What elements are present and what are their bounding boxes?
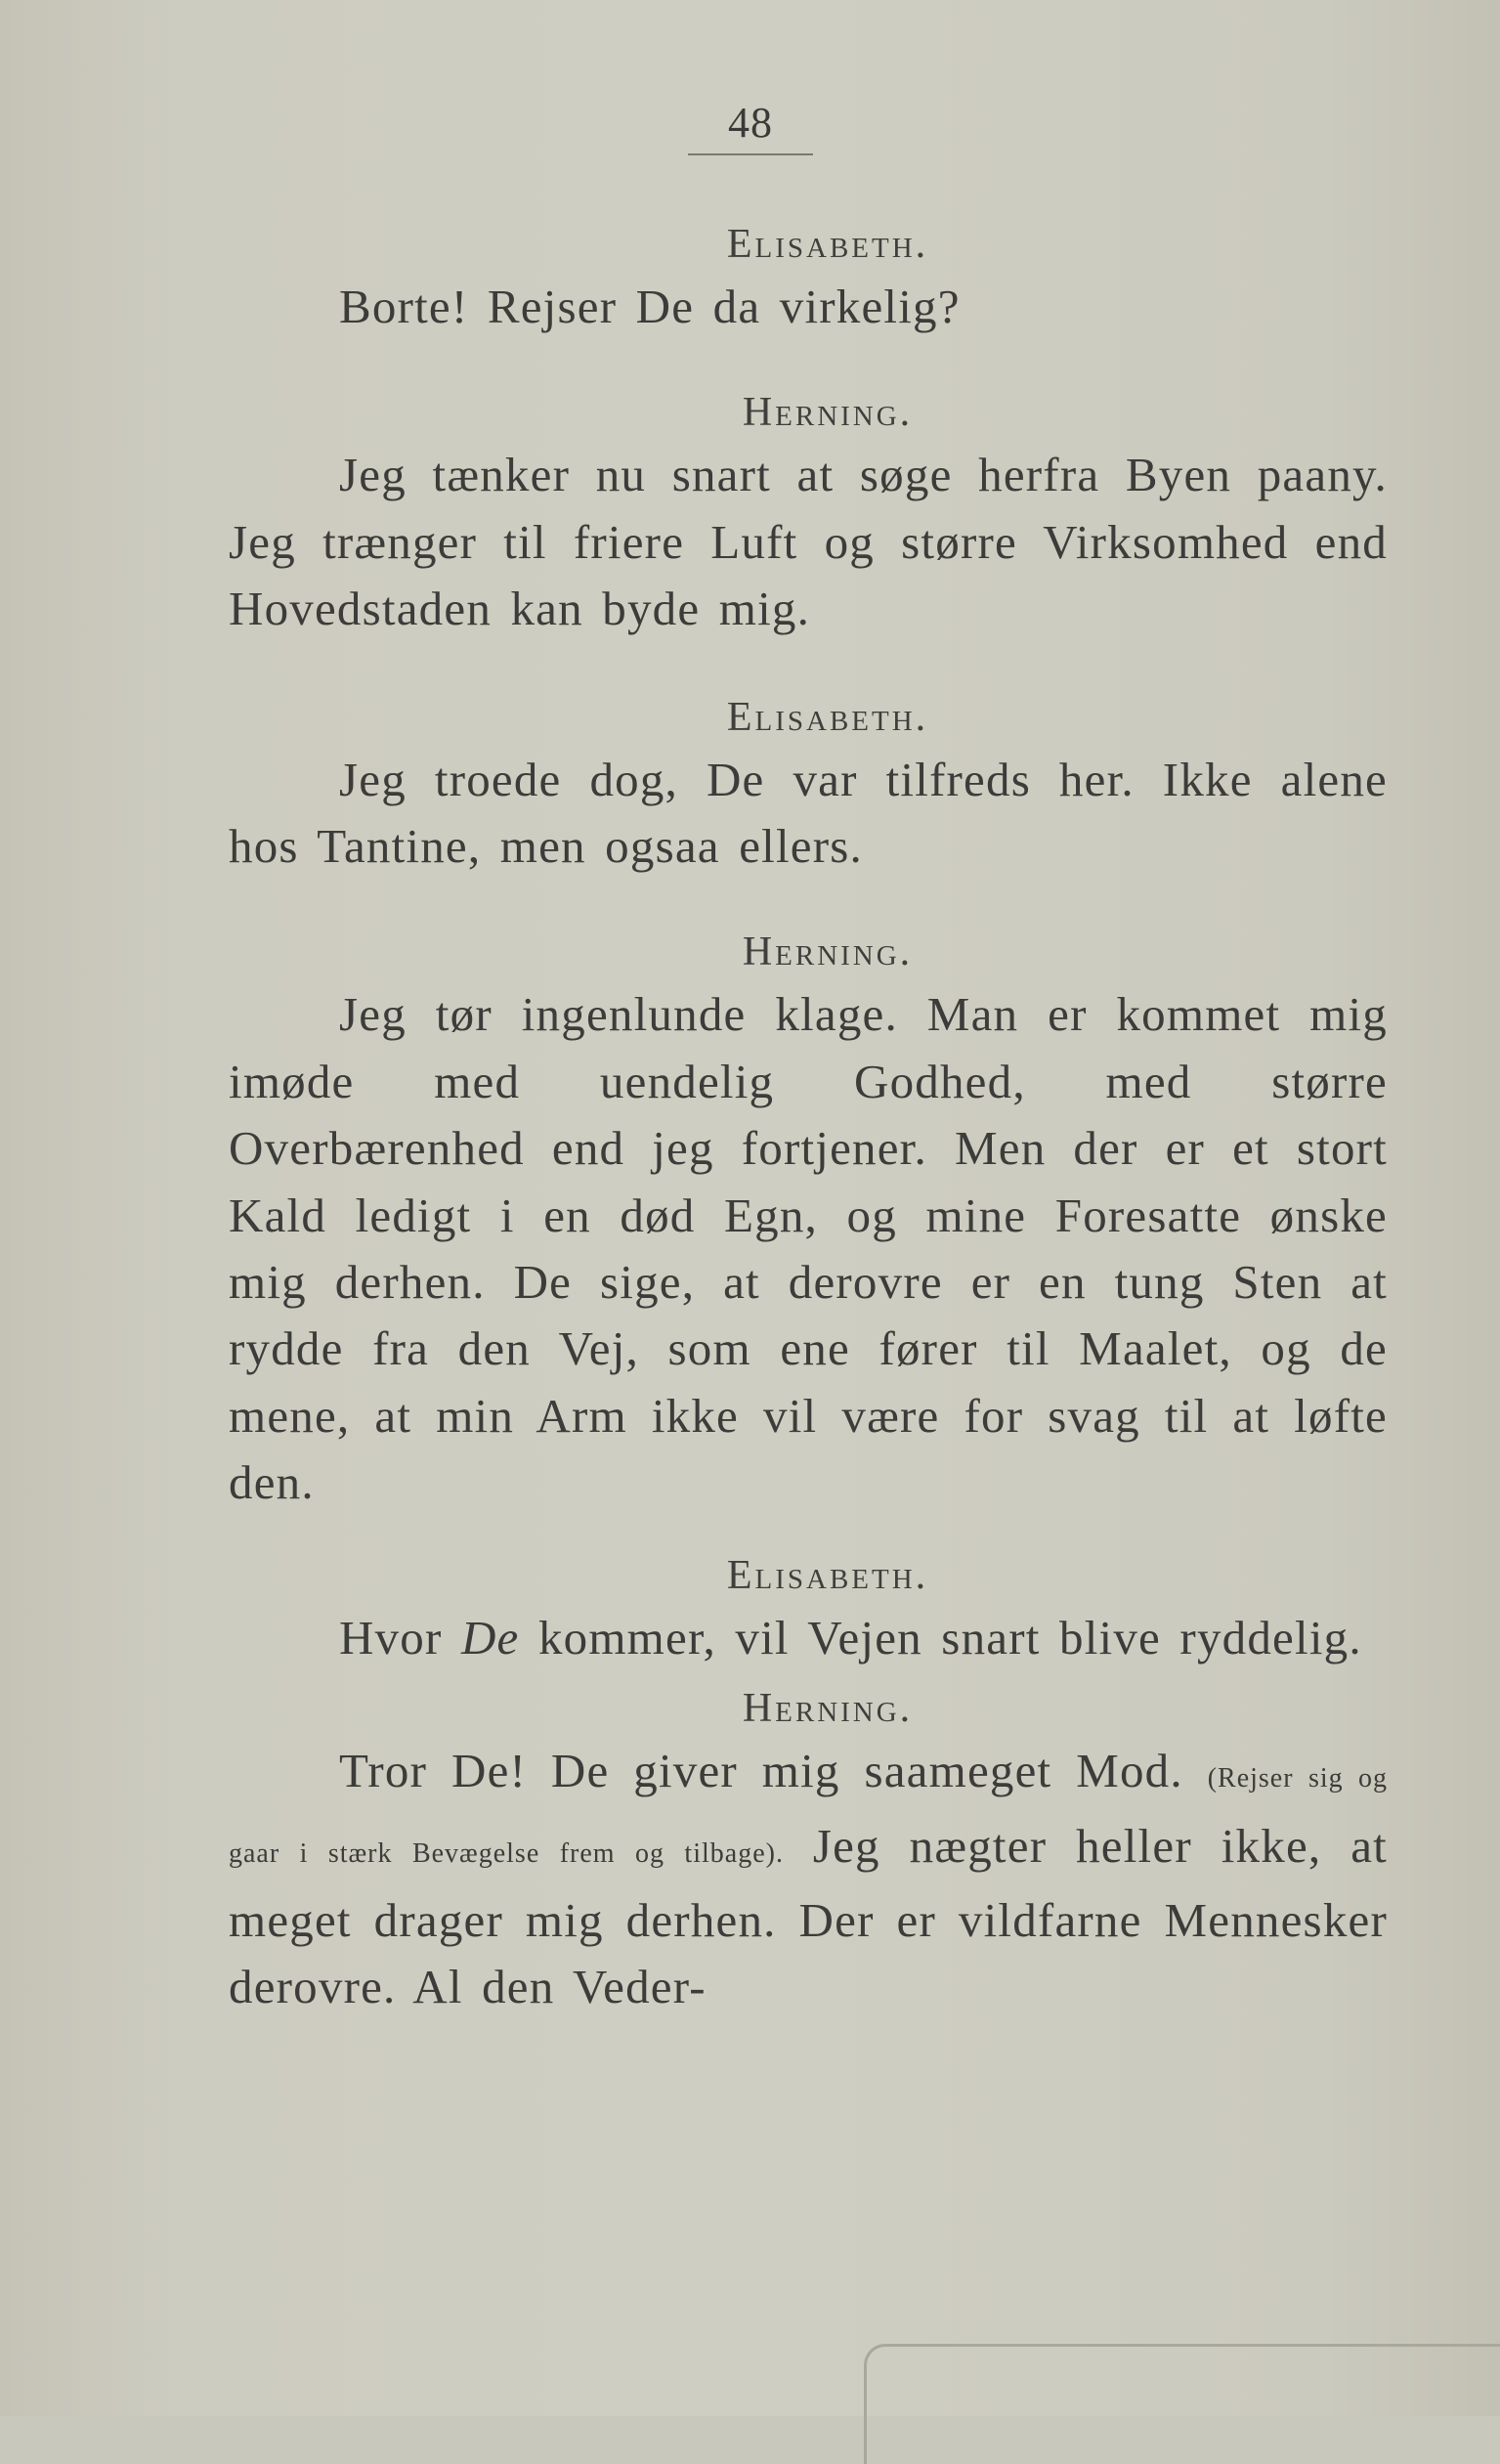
speech-text-before: Tror De! De giver mig saameget Mod. (339, 1744, 1183, 1798)
speech-emphasis: De (460, 1610, 520, 1664)
speech-text: Jeg tør ingenlunde klage. Man er kommet mig imøde med uendelig Godhed, med større Overbærenhed end jeg fortjener. Men der er et stort Kald ledigt i en død Egn, og mine Foresatte ønske mig derhen. De sige, at derovre er en tung Sten at rydde fra den Vej, som ene fører til Maalet, og de mene, at min Arm ikke vil være for svag til at løfte den. (229, 987, 1388, 1510)
speech-text (229, 1738, 1388, 2021)
speaker-name: Herning. (742, 390, 914, 436)
stage-direction: (Rejser sig og gaar i stærk Bevægelse frem og tilbage). (229, 1763, 1389, 1869)
speech-text: Jeg tænker nu snart at søge herfra Byen paany. Jeg trænger til friere Luft og større Virksomhed end Hovedstaden kan byde mig. (229, 448, 1388, 636)
speech-text-after: Jeg nægter heller ikke, at meget drager mig derhen. Der er vildfarne Mennesker derovre. Al den Veder- (229, 1818, 1388, 2014)
speaker-name: Herning. (742, 1686, 914, 1732)
page-corner-outline (864, 2344, 1500, 2464)
page-number-rule (688, 153, 813, 155)
speech-text-after: kommer, vil Vejen snart blive ryddelig. (537, 1610, 1362, 1664)
page-header (687, 98, 814, 155)
speech-text: Jeg troede dog, De var tilfreds her. Ikke alene hos Tantine, men ogsaa ellers. (229, 752, 1388, 874)
speaker-name: Elisabeth. (726, 1552, 929, 1598)
play-dialogue (229, 215, 1388, 2021)
speaker-name: Elisabeth. (726, 694, 929, 740)
speaker-name: Elisabeth. (726, 222, 929, 267)
speaker-name: Herning. (742, 929, 914, 975)
speech-text-before: Hvor (339, 1610, 443, 1664)
speech-text: Borte! Rejser De da virkelig? (339, 280, 961, 333)
speech-text (229, 1605, 1388, 1671)
page-number: 48 (728, 99, 773, 147)
